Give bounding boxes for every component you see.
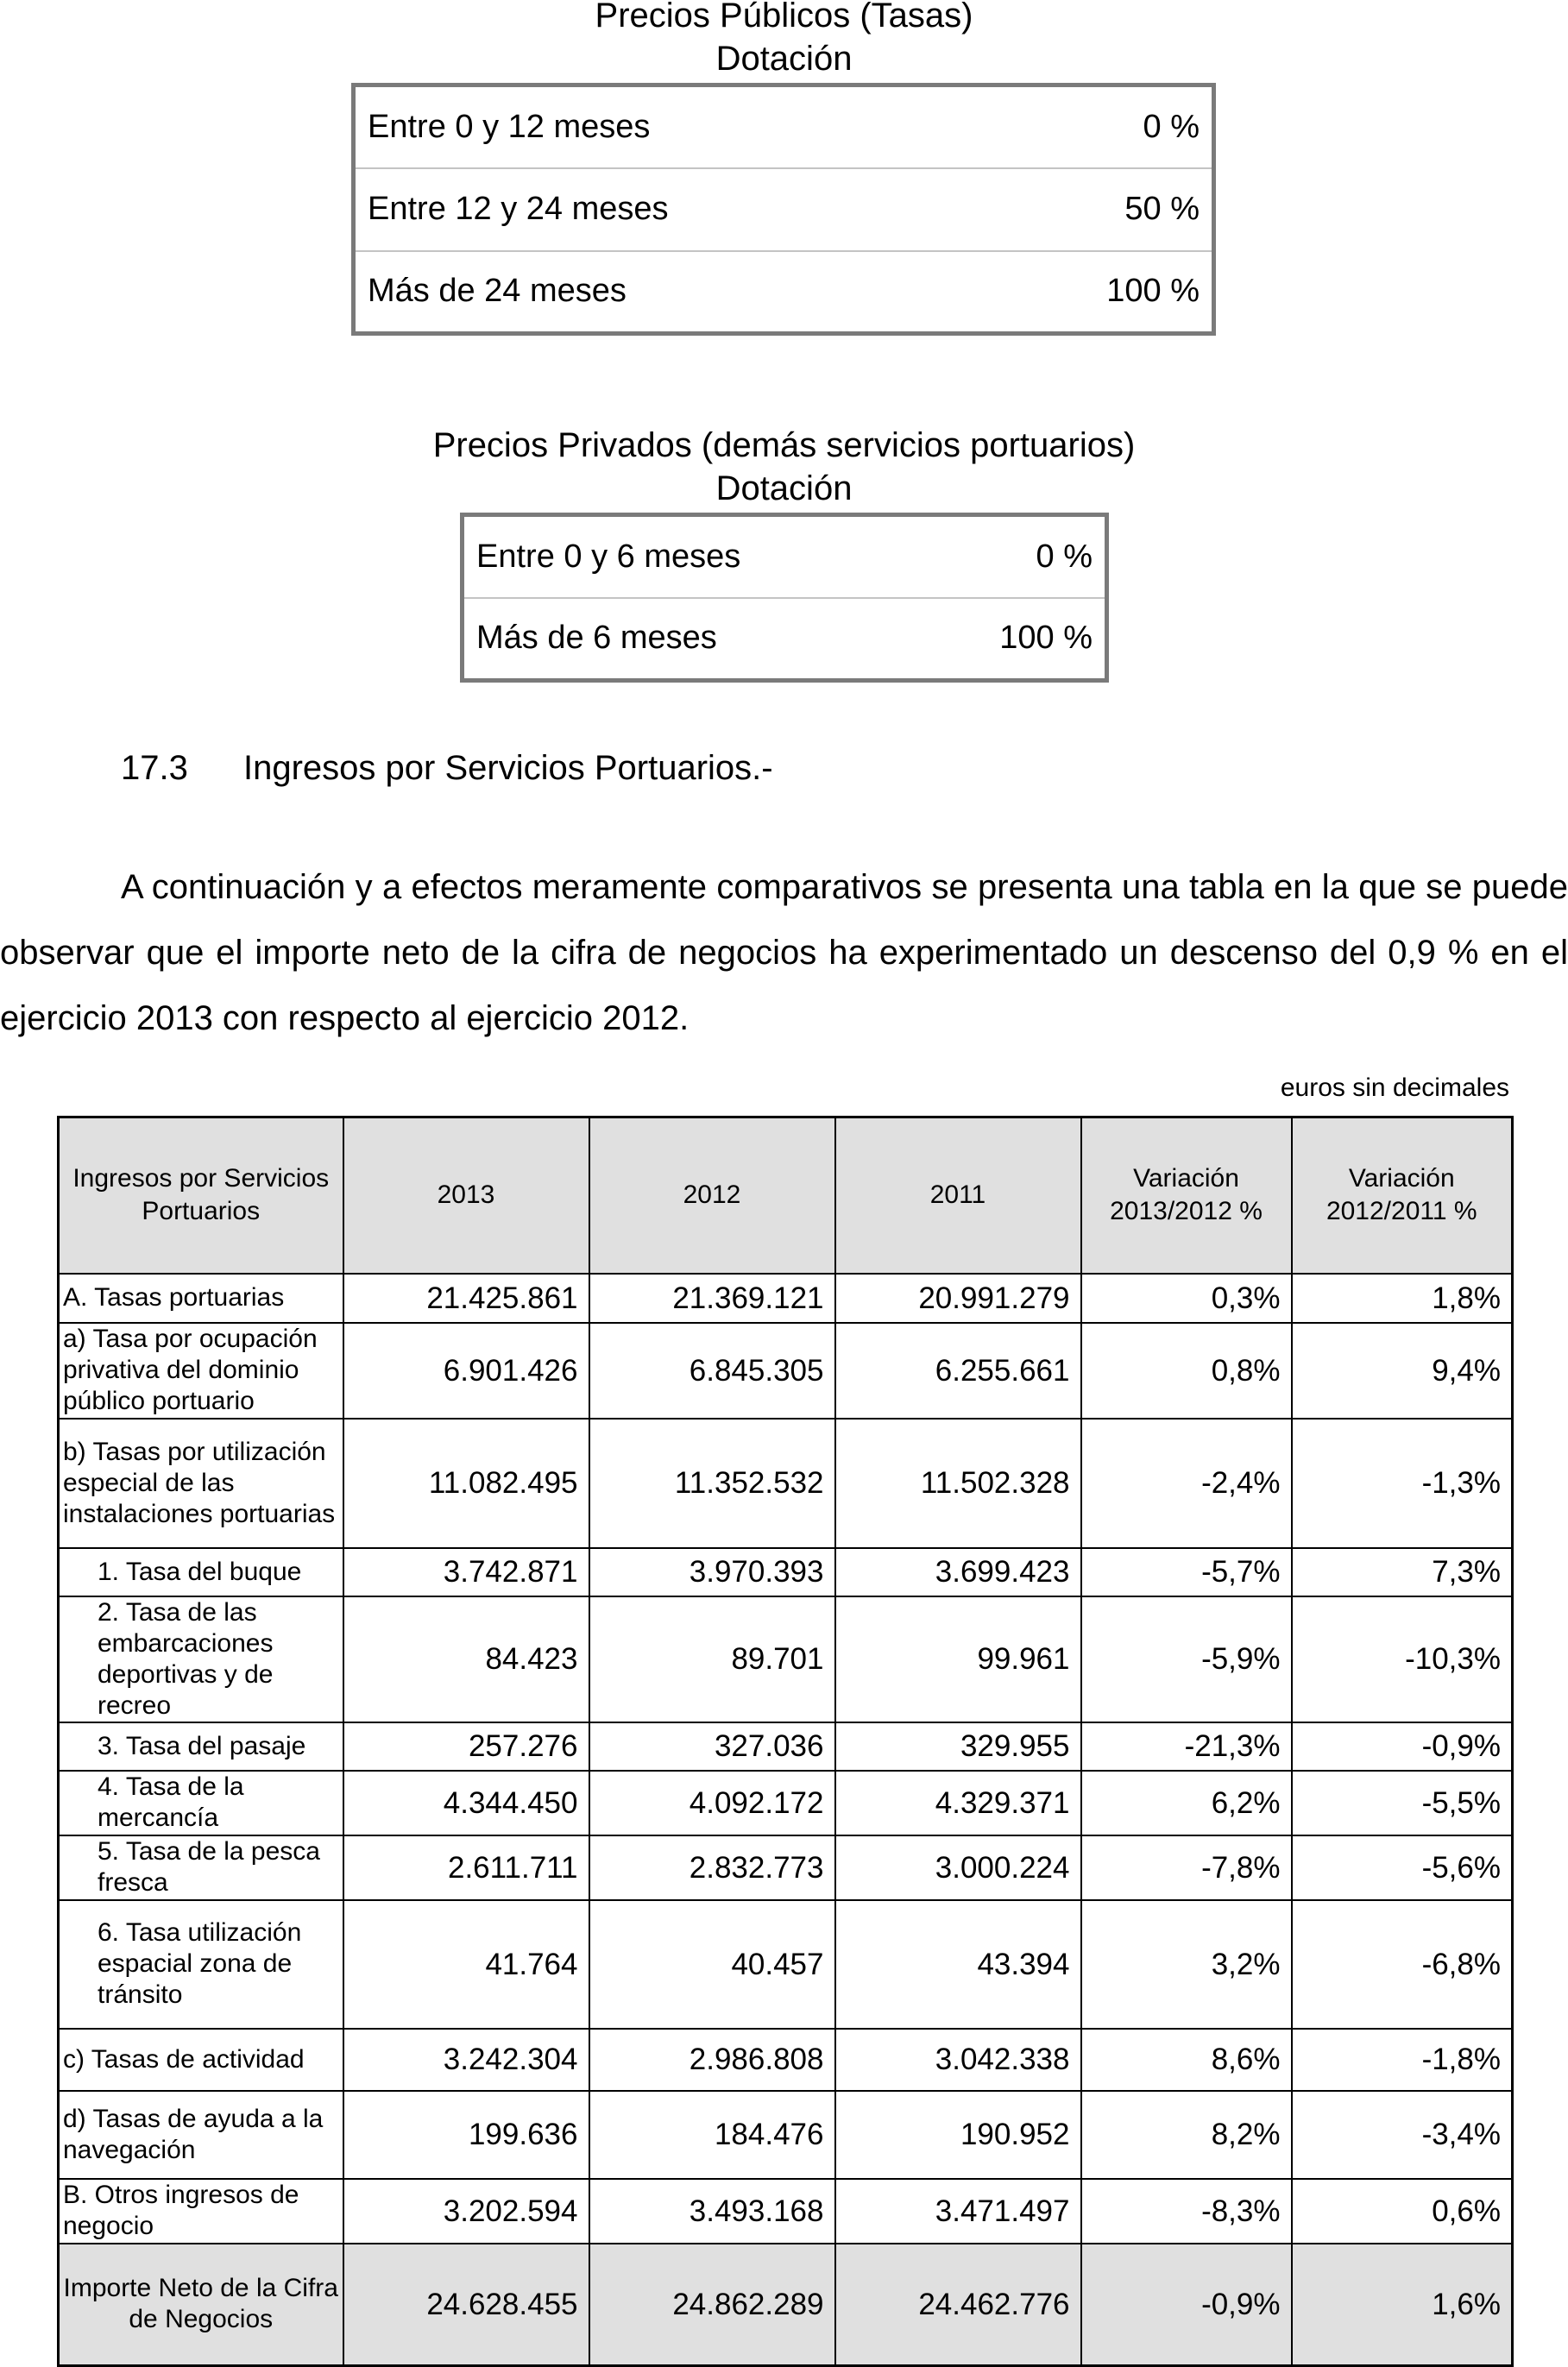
- row-label: a) Tasa por ocupación privativa del dominio público portuario: [59, 1323, 343, 1419]
- table-row: [59, 1323, 1513, 1419]
- cell-2012: 21.369.121: [589, 1274, 835, 1323]
- cell-var1: 0,8%: [1081, 1323, 1292, 1419]
- public-prices-title: Precios Públicos (Tasas): [595, 0, 973, 35]
- header-variation-2012-2011: Variación 2012/2011 %: [1292, 1117, 1513, 1274]
- table-row: [59, 1548, 1513, 1596]
- cell-2012: 24.862.289: [589, 2244, 835, 2366]
- table-row: [59, 1274, 1513, 1323]
- header-variation-2013-2012: Variación 2013/2012 %: [1081, 1117, 1292, 1274]
- cell-var1: 8,6%: [1081, 2029, 1292, 2091]
- cell-2011: 3.699.423: [835, 1548, 1081, 1596]
- cell-2011: 99.961: [835, 1596, 1081, 1722]
- cell-2013: 257.276: [343, 1722, 589, 1771]
- row-label: Importe Neto de la Cifra de Negocios: [59, 2244, 343, 2366]
- table-row: [59, 1722, 1513, 1771]
- cell-2013: 3.742.871: [343, 1548, 589, 1596]
- cell-var2: -1,3%: [1292, 1419, 1513, 1548]
- row-value: 0 %: [1143, 108, 1200, 145]
- row-label: Entre 0 y 6 meses: [476, 538, 741, 575]
- row-label: 6. Tasa utilización espacial zona de tránsito: [59, 1900, 343, 2029]
- cell-var2: -0,9%: [1292, 1722, 1513, 1771]
- table-row: [354, 251, 1214, 334]
- cell-var1: 0,3%: [1081, 1274, 1292, 1323]
- table-row: [59, 2029, 1513, 2091]
- cell-2012: 11.352.532: [589, 1419, 835, 1548]
- cell-2012: 89.701: [589, 1596, 835, 1722]
- private-prices-table: [460, 513, 1109, 683]
- cell-2012: 4.092.172: [589, 1771, 835, 1835]
- row-label: 4. Tasa de la mercancía: [59, 1771, 343, 1835]
- cell-var1: -2,4%: [1081, 1419, 1292, 1548]
- cell-var2: 0,6%: [1292, 2179, 1513, 2244]
- row-label: B. Otros ingresos de negocio: [59, 2179, 343, 2244]
- table-row: [354, 85, 1214, 168]
- row-label: b) Tasas por utilización especial de las instalaciones portuarias: [59, 1419, 343, 1548]
- cell-2012: 2.832.773: [589, 1835, 835, 1900]
- cell-2013: 3.242.304: [343, 2029, 589, 2091]
- cell-2013: 3.202.594: [343, 2179, 589, 2244]
- cell-var1: -21,3%: [1081, 1722, 1292, 1771]
- cell-var2: -6,8%: [1292, 1900, 1513, 2029]
- body-paragraph: A continuación y a efectos meramente comparativos se presenta una tabla en la que se puede observar que el importe neto de la cifra de negocios ha experimentado un descenso del 0,9 % en el ejercicio 2013 con respecto al ejercicio 2012.: [0, 868, 1568, 1037]
- cell-2012: 3.493.168: [589, 2179, 835, 2244]
- cell-2011: 20.991.279: [835, 1274, 1081, 1323]
- cell-var2: 7,3%: [1292, 1548, 1513, 1596]
- income-table: [57, 1116, 1514, 2367]
- cell-2011: 24.462.776: [835, 2244, 1081, 2366]
- cell-var2: -3,4%: [1292, 2091, 1513, 2179]
- table-header-row: [59, 1117, 1513, 1274]
- cell-2011: 11.502.328: [835, 1419, 1081, 1548]
- public-prices-subtitle: Dotación: [715, 40, 853, 78]
- cell-var1: -5,7%: [1081, 1548, 1292, 1596]
- row-value: 100 %: [919, 598, 1106, 681]
- row-value: 0 %: [1036, 538, 1093, 575]
- table-row: [59, 1835, 1513, 1900]
- public-prices-table: [351, 83, 1216, 336]
- cell-var2: 1,6%: [1292, 2244, 1513, 2366]
- row-label: Entre 0 y 12 meses: [368, 108, 651, 145]
- cell-var1: -8,3%: [1081, 2179, 1292, 2244]
- row-label: 2. Tasa de las embarcaciones deportivas y de recreo: [59, 1596, 343, 1722]
- cell-2011: 190.952: [835, 2091, 1081, 2179]
- cell-2013: 41.764: [343, 1900, 589, 2029]
- row-label: Más de 6 meses: [463, 598, 920, 681]
- header-2013: 2013: [343, 1117, 589, 1274]
- cell-2012: 40.457: [589, 1900, 835, 2029]
- cell-2011: 3.042.338: [835, 2029, 1081, 2091]
- cell-2011: 329.955: [835, 1722, 1081, 1771]
- table-row: [59, 1419, 1513, 1548]
- header-concept: Ingresos por Servicios Portuarios: [59, 1117, 343, 1274]
- cell-2011: 43.394: [835, 1900, 1081, 2029]
- row-label: 1. Tasa del buque: [59, 1548, 343, 1596]
- cell-var1: 3,2%: [1081, 1900, 1292, 2029]
- cell-2012: 327.036: [589, 1722, 835, 1771]
- cell-var1: -5,9%: [1081, 1596, 1292, 1722]
- cell-2013: 2.611.711: [343, 1835, 589, 1900]
- cell-var1: -7,8%: [1081, 1835, 1292, 1900]
- cell-2013: 24.628.455: [343, 2244, 589, 2366]
- row-label: A. Tasas portuarias: [59, 1274, 343, 1323]
- row-label: Entre 12 y 24 meses: [354, 168, 985, 251]
- cell-var2: -10,3%: [1292, 1596, 1513, 1722]
- units-note: euros sin decimales: [1280, 1073, 1509, 1102]
- cell-2011: 3.000.224: [835, 1835, 1081, 1900]
- section-heading: [121, 746, 773, 790]
- row-label: c) Tasas de actividad: [59, 2029, 343, 2091]
- cell-var1: -0,9%: [1081, 2244, 1292, 2366]
- table-row-total: [59, 2244, 1513, 2366]
- section-title: Ingresos por Servicios Portuarios.-: [243, 749, 773, 787]
- row-value: 50 %: [984, 168, 1213, 251]
- header-2011: 2011: [835, 1117, 1081, 1274]
- row-label: 5. Tasa de la pesca fresca: [59, 1835, 343, 1900]
- table-row: [59, 2091, 1513, 2179]
- cell-2013: 11.082.495: [343, 1419, 589, 1548]
- cell-2011: 6.255.661: [835, 1323, 1081, 1419]
- cell-2013: 6.901.426: [343, 1323, 589, 1419]
- cell-var2: 9,4%: [1292, 1323, 1513, 1419]
- table-row: [463, 598, 1107, 681]
- cell-var1: 6,2%: [1081, 1771, 1292, 1835]
- table-row: [59, 2179, 1513, 2244]
- table-row: [59, 1596, 1513, 1722]
- cell-2013: 84.423: [343, 1596, 589, 1722]
- cell-2013: 21.425.861: [343, 1274, 589, 1323]
- cell-2012: 3.970.393: [589, 1548, 835, 1596]
- cell-var2: 1,8%: [1292, 1274, 1513, 1323]
- cell-2011: 4.329.371: [835, 1771, 1081, 1835]
- cell-var2: -1,8%: [1292, 2029, 1513, 2091]
- table-row: [59, 1900, 1513, 2029]
- cell-2013: 4.344.450: [343, 1771, 589, 1835]
- cell-2012: 6.845.305: [589, 1323, 835, 1419]
- row-label: Más de 24 meses: [354, 251, 985, 334]
- cell-var1: 8,2%: [1081, 2091, 1292, 2179]
- row-label: 3. Tasa del pasaje: [59, 1722, 343, 1771]
- table-row: [59, 1771, 1513, 1835]
- row-value: 100 %: [984, 251, 1213, 334]
- cell-var2: -5,5%: [1292, 1771, 1513, 1835]
- cell-2013: 199.636: [343, 2091, 589, 2179]
- table-row: [354, 168, 1214, 251]
- row-label: d) Tasas de ayuda a la navegación: [59, 2091, 343, 2179]
- private-prices-title: Precios Privados (demás servicios portuarios): [432, 426, 1136, 464]
- cell-2012: 184.476: [589, 2091, 835, 2179]
- cell-var2: -5,6%: [1292, 1835, 1513, 1900]
- table-row: [463, 515, 1107, 598]
- cell-2012: 2.986.808: [589, 2029, 835, 2091]
- section-number: 17.3: [121, 749, 188, 787]
- private-prices-subtitle: Dotación: [715, 469, 853, 507]
- header-2012: 2012: [589, 1117, 835, 1274]
- cell-2011: 3.471.497: [835, 2179, 1081, 2244]
